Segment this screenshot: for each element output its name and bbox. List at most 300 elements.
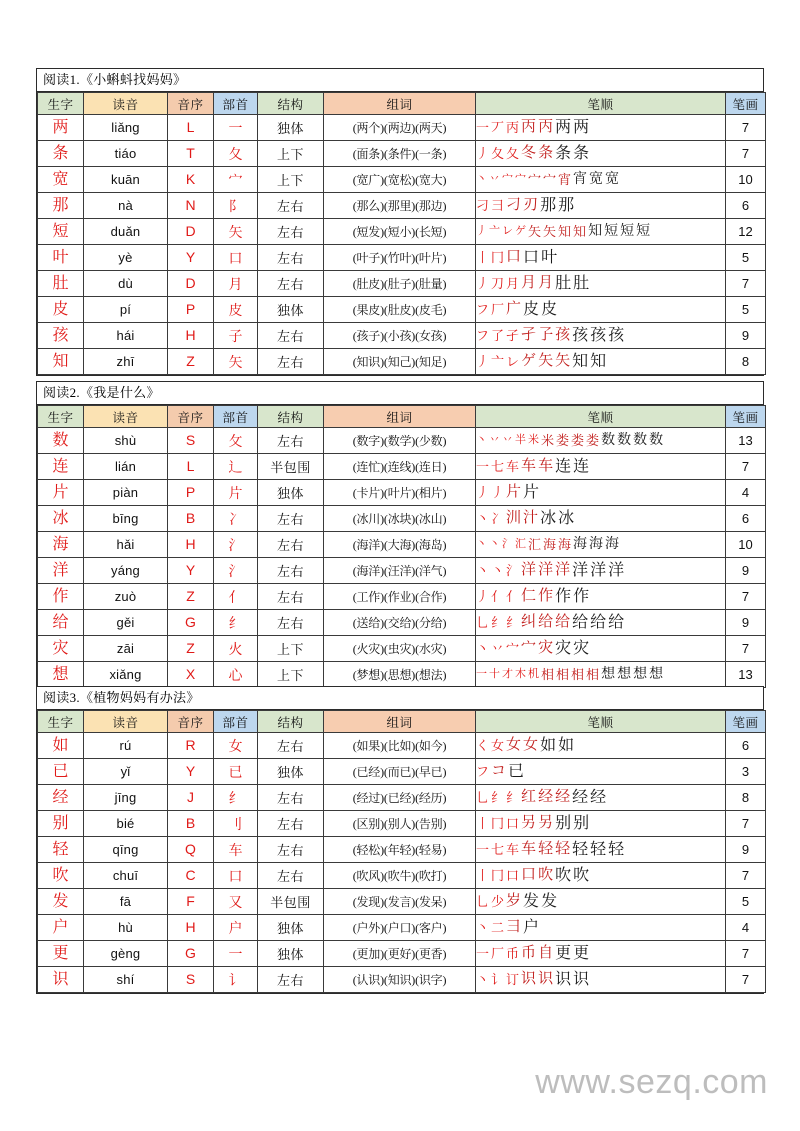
cell-stroke-order (476, 323, 726, 349)
stroke-step: 少 (491, 894, 505, 909)
pinyin-text: nà (118, 197, 133, 213)
cell-word-examples (324, 558, 476, 584)
stroke-step: 娄 (586, 433, 600, 448)
column-header-stroke-order: 笔顺 (476, 93, 726, 115)
table-row (38, 219, 766, 245)
cell-alpha-index (168, 785, 214, 811)
stroke-step: 丆 (491, 120, 505, 135)
stroke-step: 丶 (476, 920, 490, 935)
cell-pinyin (84, 349, 168, 375)
word-examples-text: (更加)(更好)(更香) (352, 946, 447, 961)
alpha-index-text: Y (185, 762, 196, 779)
stroke-step: 口 (506, 249, 522, 265)
stroke-step: 丨 (476, 868, 490, 883)
cell-stroke-order (476, 454, 726, 480)
structure-text: 独体 (276, 485, 304, 501)
cell-stroke-count (726, 967, 766, 993)
table-row (38, 193, 766, 219)
word-examples-text: (孩子)(小孩)(女孩) (352, 328, 447, 343)
cell-alpha-index (168, 967, 214, 993)
radical-text: 辶 (228, 460, 243, 476)
pinyin-text: pí (119, 301, 132, 317)
character-text: 经 (52, 788, 69, 806)
character-text: 连 (52, 457, 69, 475)
cell-structure (258, 941, 324, 967)
column-header-seq: 音序 (168, 406, 214, 428)
stroke-step: 孩 (608, 326, 625, 344)
cell-character (38, 863, 84, 889)
word-examples-text: (发现)(发言)(发呆) (352, 894, 447, 909)
stroke-step: 丶 (476, 511, 490, 526)
cell-radical (214, 480, 258, 506)
cell-stroke-order (476, 733, 726, 759)
column-header-zi: 生字 (38, 93, 84, 115)
cell-radical (214, 610, 258, 636)
pinyin-text: piàn (112, 484, 139, 500)
stroke-step: 灾 (538, 640, 554, 656)
radical-text: 亻 (228, 590, 243, 606)
structure-text: 左右 (276, 198, 304, 214)
cell-character (38, 759, 84, 785)
cell-structure (258, 584, 324, 610)
stroke-step: 冰 (558, 509, 575, 527)
pinyin-text: liǎng (111, 119, 140, 135)
stroke-order-sequence (476, 558, 725, 583)
stroke-order-sequence (476, 454, 725, 479)
cell-pinyin (84, 967, 168, 993)
stroke-order-sequence (476, 193, 725, 218)
cell-radical (214, 889, 258, 915)
cell-radical (214, 662, 258, 688)
stroke-count-text: 7 (741, 971, 750, 987)
cell-pinyin (84, 167, 168, 193)
cell-stroke-count (726, 349, 766, 375)
cell-character (38, 636, 84, 662)
cell-word-examples (324, 610, 476, 636)
stroke-step: 娄 (571, 433, 585, 448)
cell-character (38, 967, 84, 993)
radical-text: 片 (228, 486, 243, 502)
cell-stroke-order (476, 271, 726, 297)
stroke-step: 知 (573, 224, 587, 239)
table-row (38, 610, 766, 636)
character-table (37, 405, 766, 688)
stroke-step: 宀 (515, 173, 526, 185)
cell-word-examples (324, 115, 476, 141)
stroke-step: 冂 (491, 250, 505, 265)
character-text: 灾 (52, 639, 69, 657)
stroke-step: 冬 (521, 145, 537, 161)
pinyin-text: tiáo (114, 145, 137, 161)
stroke-step: 给 (538, 614, 554, 630)
stroke-step: 米 (528, 434, 539, 446)
cell-character (38, 662, 84, 688)
cell-stroke-count (726, 889, 766, 915)
cell-word-examples (324, 811, 476, 837)
cell-alpha-index (168, 219, 214, 245)
cell-structure (258, 532, 324, 558)
cell-character (38, 532, 84, 558)
stroke-step: 片 (523, 483, 540, 501)
stroke-step: 经 (538, 789, 554, 805)
structure-text: 左右 (276, 738, 304, 754)
structure-text: 左右 (276, 972, 304, 988)
cell-stroke-count (726, 662, 766, 688)
cell-character (38, 115, 84, 141)
stroke-count-text: 9 (741, 841, 750, 857)
section-title: 阅读1.《小蝌蚪找妈妈》 (37, 69, 763, 92)
cell-stroke-count (726, 558, 766, 584)
character-text: 别 (52, 814, 69, 832)
character-text: 孩 (52, 326, 69, 344)
stroke-step: 丨 (476, 816, 490, 831)
structure-text: 独体 (276, 764, 304, 780)
cell-stroke-order (476, 532, 726, 558)
cell-character (38, 889, 84, 915)
stroke-step: 汇 (515, 538, 526, 550)
cell-structure (258, 271, 324, 297)
alpha-index-text: P (185, 483, 196, 500)
pinyin-text: bié (116, 815, 135, 831)
cell-alpha-index (168, 323, 214, 349)
stroke-count-text: 9 (741, 614, 750, 630)
character-text: 海 (52, 535, 69, 553)
stroke-step: 丙 (538, 119, 554, 135)
stroke-step: 口 (523, 248, 540, 266)
cell-pinyin (84, 636, 168, 662)
stroke-step: 轻 (572, 840, 589, 858)
table-row (38, 349, 766, 375)
cell-stroke-count (726, 532, 766, 558)
cell-stroke-count (726, 610, 766, 636)
cell-word-examples (324, 167, 476, 193)
stroke-step: 孒 (538, 327, 554, 343)
cell-radical (214, 532, 258, 558)
stroke-step: 洋 (555, 562, 571, 578)
cell-stroke-order (476, 193, 726, 219)
stroke-step: 一 (476, 842, 490, 857)
character-text: 轻 (52, 840, 69, 858)
cell-word-examples (324, 480, 476, 506)
cell-structure (258, 219, 324, 245)
stroke-step: 海 (589, 536, 604, 552)
pinyin-text: gěi (116, 614, 135, 630)
stroke-count-text: 9 (741, 327, 750, 343)
column-header-radical: 部首 (214, 406, 258, 428)
cell-structure (258, 297, 324, 323)
stroke-step: 一 (476, 120, 490, 135)
cell-radical (214, 558, 258, 584)
stroke-step: 汁 (523, 510, 539, 526)
cell-radical (214, 245, 258, 271)
stroke-step: 片 (506, 484, 522, 500)
alpha-index-text: G (185, 944, 196, 961)
cell-pinyin (84, 141, 168, 167)
stroke-step: 作 (555, 587, 572, 605)
cell-pinyin (84, 915, 168, 941)
pinyin-text: zāi (116, 640, 135, 656)
stroke-step: 识 (573, 970, 590, 988)
cell-structure (258, 141, 324, 167)
stroke-step: 丿 (476, 485, 490, 500)
stroke-step: 汇 (528, 537, 542, 552)
cell-alpha-index (168, 506, 214, 532)
character-text: 短 (52, 222, 69, 240)
cell-stroke-count (726, 915, 766, 941)
cell-stroke-order (476, 811, 726, 837)
cell-radical (214, 941, 258, 967)
stroke-count-text: 8 (741, 353, 750, 369)
stroke-step: 那 (558, 196, 575, 214)
pinyin-text: qīng (112, 841, 139, 857)
cell-radical (214, 506, 258, 532)
stroke-order-sequence (476, 115, 725, 140)
radical-text: 女 (228, 739, 243, 755)
structure-text: 左右 (276, 537, 304, 553)
structure-text: 左右 (276, 816, 304, 832)
cell-stroke-order (476, 889, 726, 915)
word-examples-text: (梦想)(思想)(想法) (352, 667, 447, 682)
stroke-step: 如 (558, 736, 575, 754)
stroke-order-sequence (476, 811, 725, 836)
stroke-step: 连 (573, 457, 590, 475)
cell-alpha-index (168, 662, 214, 688)
cell-stroke-count (726, 454, 766, 480)
word-examples-text: (如果)(比如)(如今) (352, 738, 447, 753)
column-header-words: 组词 (324, 711, 476, 733)
stroke-step: 口 (521, 867, 537, 883)
cell-character (38, 271, 84, 297)
cell-pinyin (84, 811, 168, 837)
stroke-order-sequence (476, 297, 725, 322)
stroke-count-text: 10 (738, 536, 753, 552)
cell-stroke-order (476, 967, 726, 993)
stroke-count-text: 12 (738, 223, 753, 239)
stroke-step: 相 (571, 667, 585, 682)
cell-character (38, 584, 84, 610)
stroke-step: 才 (502, 668, 513, 680)
cell-word-examples (324, 584, 476, 610)
stroke-count-text: 3 (741, 763, 750, 779)
cell-pinyin (84, 733, 168, 759)
cell-stroke-order (476, 915, 726, 941)
stroke-step: 亠 (491, 354, 505, 369)
word-examples-text: (果皮)(肚皮)(皮毛) (352, 302, 447, 317)
radical-text: 纟 (228, 616, 243, 632)
cell-radical (214, 759, 258, 785)
stroke-step: 矢 (543, 224, 557, 239)
cell-pinyin (84, 558, 168, 584)
word-examples-text: (经过)(已经)(经历) (352, 790, 447, 805)
stroke-step: 条 (573, 144, 590, 162)
stroke-step: 纟 (506, 790, 520, 805)
cell-pinyin (84, 323, 168, 349)
stroke-step: 轻 (590, 840, 607, 858)
word-examples-text: (已经)(而已)(早已) (352, 764, 447, 779)
stroke-step: 二 (491, 920, 505, 935)
radical-text: 又 (228, 895, 243, 911)
cell-alpha-index (168, 454, 214, 480)
character-text: 叶 (52, 248, 69, 266)
stroke-order-sequence (476, 662, 725, 687)
radical-text: 讠 (228, 973, 243, 989)
stroke-step: 洋 (538, 562, 554, 578)
stroke-step: 丿 (476, 225, 487, 237)
alpha-index-text: Y (185, 248, 196, 265)
cell-word-examples (324, 193, 476, 219)
cell-alpha-index (168, 271, 214, 297)
alpha-index-text: H (185, 326, 196, 343)
stroke-count-text: 6 (741, 737, 750, 753)
stroke-step: 海 (558, 537, 572, 552)
alpha-index-text: Z (186, 587, 195, 604)
cell-structure (258, 915, 324, 941)
stroke-step: フ (476, 764, 490, 779)
alpha-index-text: B (185, 814, 196, 831)
stroke-count-text: 7 (741, 458, 750, 474)
alpha-index-text: Q (185, 840, 196, 857)
pinyin-text: lián (114, 458, 137, 474)
cell-alpha-index (168, 610, 214, 636)
stroke-step: 宀 (543, 172, 557, 187)
cell-stroke-order (476, 584, 726, 610)
stroke-step: 宀 (506, 641, 520, 656)
stroke-step: 宽 (605, 171, 620, 187)
stroke-step: 了 (491, 328, 505, 343)
cell-character (38, 141, 84, 167)
stroke-step: 给 (555, 614, 571, 630)
cell-word-examples (324, 733, 476, 759)
cell-pinyin (84, 115, 168, 141)
table-row (38, 141, 766, 167)
stroke-step: レ (502, 225, 513, 237)
alpha-index-text: S (185, 970, 196, 987)
word-examples-text: (数字)(数学)(少数) (352, 433, 447, 448)
stroke-order-sequence (476, 759, 725, 784)
stroke-count-text: 5 (741, 301, 750, 317)
cell-character (38, 349, 84, 375)
cell-alpha-index (168, 532, 214, 558)
stroke-order-sequence (476, 915, 725, 940)
cell-stroke-order (476, 428, 726, 454)
pinyin-text: xiǎng (109, 666, 142, 682)
cell-pinyin (84, 297, 168, 323)
cell-structure (258, 245, 324, 271)
cell-alpha-index (168, 811, 214, 837)
stroke-step: 丶 (476, 641, 490, 656)
stroke-step: 冂 (491, 868, 505, 883)
character-text: 户 (52, 918, 69, 936)
stroke-step: 海 (573, 536, 588, 552)
cell-character (38, 506, 84, 532)
stroke-step: 识 (538, 971, 554, 987)
stroke-step: 一 (476, 459, 490, 474)
stroke-step: 丿 (476, 354, 490, 369)
stroke-count-text: 7 (741, 815, 750, 831)
stroke-order-sequence (476, 349, 725, 374)
character-text: 冰 (52, 509, 69, 527)
cell-stroke-count (726, 219, 766, 245)
radical-text: 阝 (228, 199, 243, 215)
stroke-count-text: 6 (741, 197, 750, 213)
stroke-step: 短 (604, 223, 619, 239)
reading-section (36, 686, 764, 994)
table-row (38, 785, 766, 811)
stroke-step: 数 (617, 432, 632, 448)
stroke-order-sequence (476, 941, 725, 966)
stroke-step: 亻 (506, 589, 520, 604)
word-examples-text: (卡片)(叶片)(相片) (352, 485, 447, 500)
stroke-step: 机 (528, 668, 539, 680)
stroke-step: 刃 (523, 197, 539, 213)
cell-structure (258, 662, 324, 688)
stroke-order-sequence (476, 532, 725, 557)
stroke-order-sequence (476, 506, 725, 531)
column-header-structure: 结构 (258, 711, 324, 733)
character-text: 已 (52, 762, 69, 780)
stroke-step: 相 (586, 667, 600, 682)
stroke-step: 想 (649, 666, 664, 682)
stroke-step: 给 (572, 613, 589, 631)
pinyin-text: hù (118, 919, 133, 935)
cell-pinyin (84, 219, 168, 245)
stroke-step: 厂 (491, 946, 505, 961)
cell-character (38, 837, 84, 863)
pinyin-text: zhī (116, 353, 135, 369)
cell-word-examples (324, 532, 476, 558)
stroke-step: 仁 (521, 588, 537, 604)
cell-stroke-count (726, 245, 766, 271)
cell-stroke-order (476, 219, 726, 245)
stroke-step: 发 (523, 892, 540, 910)
stroke-step: 想 (617, 666, 632, 682)
word-examples-text: (海洋)(大海)(海岛) (352, 537, 447, 552)
stroke-step: 叶 (541, 248, 558, 266)
stroke-step: 作 (573, 587, 590, 605)
radical-text: 子 (228, 329, 243, 345)
character-table (37, 92, 766, 375)
radical-text: 攵 (228, 434, 243, 450)
cell-word-examples (324, 428, 476, 454)
section-title: 阅读2.《我是什么》 (37, 382, 763, 405)
cell-character (38, 193, 84, 219)
stroke-count-text: 7 (741, 275, 750, 291)
table-row (38, 889, 766, 915)
cell-pinyin (84, 193, 168, 219)
stroke-step: 自 (538, 945, 554, 961)
stroke-step: 矢 (528, 224, 542, 239)
cell-stroke-order (476, 245, 726, 271)
word-examples-text: (面条)(条件)(一条) (352, 146, 447, 161)
cell-alpha-index (168, 837, 214, 863)
cell-radical (214, 428, 258, 454)
word-examples-text: (吹风)(吹牛)(吹打) (352, 868, 447, 883)
stroke-step: 轻 (555, 841, 571, 857)
alpha-index-text: R (185, 736, 196, 753)
character-text: 两 (52, 118, 69, 136)
column-header-pinyin: 读音 (84, 93, 168, 115)
cell-stroke-count (726, 271, 766, 297)
pinyin-text: yáng (111, 562, 140, 578)
cell-pinyin (84, 584, 168, 610)
word-examples-text: (轻松)(年轻)(轻易) (352, 842, 447, 857)
reading-section (36, 381, 764, 689)
stroke-step: 讠 (491, 972, 505, 987)
cell-stroke-count (726, 863, 766, 889)
cell-alpha-index (168, 428, 214, 454)
cell-alpha-index (168, 636, 214, 662)
column-header-radical: 部首 (214, 711, 258, 733)
